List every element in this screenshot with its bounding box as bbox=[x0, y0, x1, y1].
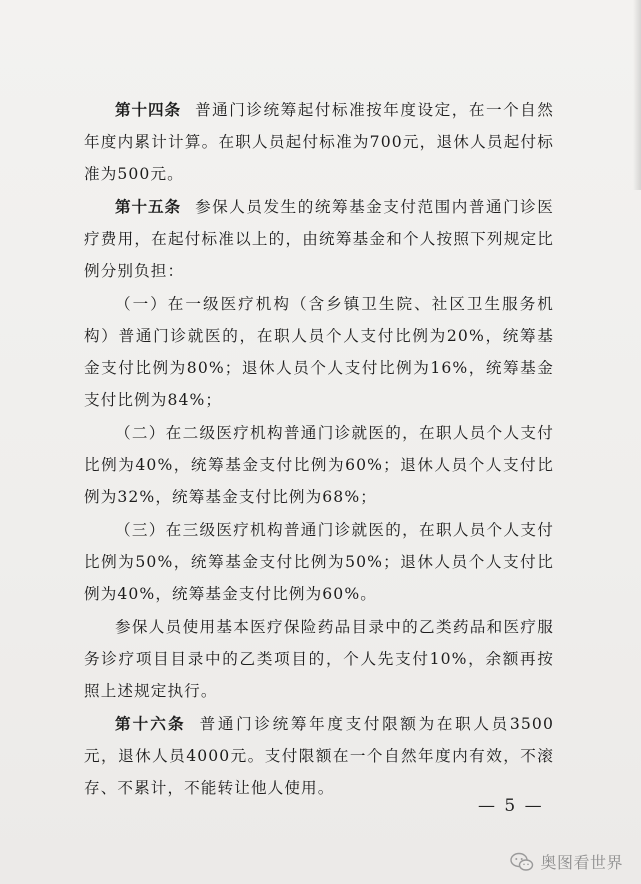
clause-3-paragraph bbox=[84, 514, 554, 610]
article-14-text: 普通门诊统筹起付标准按年度设定，在一个自然年度内累计计算。在职人员起付标准为700元，退休人员起付标准为500元。 bbox=[84, 101, 554, 183]
article-15-paragraph bbox=[84, 191, 554, 287]
class-b-drugs-text: 参保人员使用基本医疗保险药品目录中的乙类药品和医疗服务诊疗项目目录中的乙类项目的，个人先支付10%，余额再按照上述规定执行。 bbox=[84, 618, 554, 700]
clause-3-text: （三）在三级医疗机构普通门诊就医的，在职人员个人支付比例为50%，统筹基金支付比例为50%；退休人员个人支付比例为40%，统筹基金支付比例为60%。 bbox=[84, 521, 554, 603]
clause-2-paragraph bbox=[84, 417, 554, 513]
wechat-icon bbox=[510, 852, 534, 872]
clause-1-text: （一）在一级医疗机构（含乡镇卫生院、社区卫生服务机构）普通门诊就医的，在职人员个人支付比例为20%，统筹基金支付比例为80%；退休人员个人支付比例为16%，统筹基金支付比例为84%； bbox=[84, 295, 554, 409]
watermark bbox=[510, 850, 623, 873]
article-14-heading: 第十四条 bbox=[115, 101, 182, 119]
page-number: — 5 — bbox=[478, 796, 544, 816]
document-body bbox=[84, 94, 554, 805]
article-15-text: 参保人员发生的统筹基金支付范围内普通门诊医疗费用，在起付标准以上的，由统筹基金和个人按照下列规定比例分别负担： bbox=[84, 198, 554, 280]
article-16-text: 普通门诊统筹年度支付限额为在职人员3500元，退休人员4000元。支付限额在一个自然年度内有效，不滚存、不累计，不能转让他人使用。 bbox=[84, 715, 554, 797]
article-16-heading: 第十六条 bbox=[115, 715, 186, 733]
article-16-paragraph bbox=[84, 708, 554, 804]
article-14-paragraph bbox=[84, 94, 554, 190]
page-edge-shadow bbox=[633, 0, 641, 190]
clause-1-paragraph bbox=[84, 288, 554, 416]
class-b-drugs-paragraph bbox=[84, 611, 554, 707]
clause-2-text: （二）在二级医疗机构普通门诊就医的，在职人员个人支付比例为40%，统筹基金支付比例为60%；退休人员个人支付比例为32%，统筹基金支付比例为68%； bbox=[84, 424, 554, 506]
watermark-text: 奥图看世界 bbox=[540, 853, 623, 872]
article-15-heading: 第十五条 bbox=[115, 198, 182, 216]
